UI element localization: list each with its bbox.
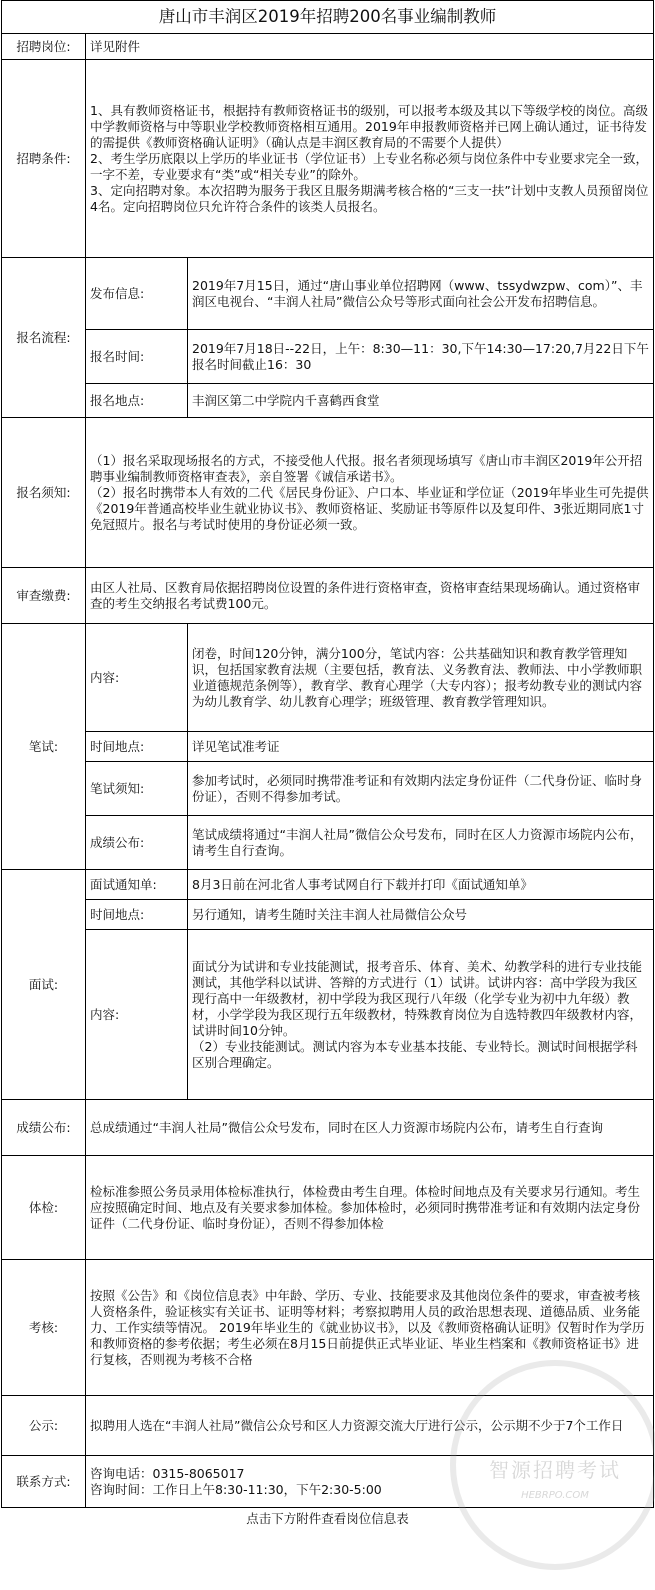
sub-text-shijian: 2019年7月18日--22日，上午：8:30—11：30,下午14:30—17:20,7月22日下午报名时间截止16：30 [188, 330, 654, 384]
sub-label-shijian: 报名时间: [86, 330, 188, 384]
sub-label-bishi-neirong: 内容: [86, 624, 188, 732]
sub-label-mianshi-neirong: 内容: [86, 930, 188, 1100]
row-text-kaohe: 按照《公告》和《岗位信息表》中年龄、学历、专业、技能要求及其他岗位条件的要求，审查被考核人资格条件，验证核实有关证书、证明等材料；考察拟聘用人员的政治思想表现、道德品质、业务能力、工作实绩等情况。 2019年毕业生的《就业协议书》，以及《教师资格确认证明》仅暂时作为学历和教师资格的参考依据；考生必须在8月15日前提供正式毕业证、毕业生档案和《教师资格证书》进行复核，否则视为考核不合格 [86, 1260, 654, 1396]
sub-label-didian: 报名地点: [86, 384, 188, 418]
row-text-shencha: 由区人社局、区教育局依据招聘岗位设置的条件进行资格审查，资格审查结果现场确认。通过资格审查的考生交纳报名考试费100元。 [86, 568, 654, 624]
row-label-tiaojian: 招聘条件: [2, 60, 86, 258]
sub-label-bishi-chengji: 成绩公布: [86, 816, 188, 870]
row-label-kaohe: 考核: [2, 1260, 86, 1396]
row-label-tijian: 体检: [2, 1156, 86, 1260]
sub-text-bishi-xuzhi: 参加考试时，必须同时携带准考证和有效期内法定身份证件（二代身份证、临时身份证），否则不得参加考试。 [188, 762, 654, 816]
sub-text-bishi-chengji: 笔试成绩将通过“丰润人社局”微信公众号发布，同时在区人力资源市场院内公布，请考生自行查询。 [188, 816, 654, 870]
row-label-bishi: 笔试: [2, 624, 86, 870]
sub-text-mianshi-tongzhi: 8月3日前在河北省人事考试网自行下载并打印《面试通知单》 [188, 870, 654, 900]
sub-label-bishi-shijian: 时间地点: [86, 732, 188, 762]
row-label-lianxi: 联系方式: [2, 1456, 86, 1508]
sub-text-bishi-shijian: 详见笔试准考证 [188, 732, 654, 762]
attachment-link[interactable]: 点击下方附件查看岗位信息表 [2, 1508, 654, 1531]
sub-label-mianshi-shijian: 时间地点: [86, 900, 188, 930]
contact-phone: 咨询电话：0315-8065017 [90, 1465, 245, 1481]
row-text-tiaojian: 1、具有教师资格证书，根据持有教师资格证书的级别，可以报考本级及其以下等级学校的岗位。高级中学教师资格与中等职业学校教师资格相互通用。2019年申报教师资格并已网上确认通过，证书待发的需提供《教师资格确认证明》（确认点是丰润区教育局的不需要个人提供） 2、考生学历底限以上学历的毕业证书（学位证书）上专业名称必须与岗位条件中专业要求完全一致，一字不差，专业要求有“类”或“相关专业”的除外。 3、定向招聘对象。本次招聘为服务于我区且服务期满考核合格的“三支一扶”计划中支教人员预留岗位4名。定向招聘岗位只允许符合条件的该类人员报名。 [86, 60, 654, 258]
row-label-liucheng: 报名流程: [2, 258, 86, 418]
page-title: 唐山市丰润区2019年招聘200名事业编制教师 [2, 1, 654, 34]
row-text-lianxi [86, 1456, 654, 1508]
sub-label-bishi-xuzhi: 笔试须知: [86, 762, 188, 816]
row-label-mianshi: 面试: [2, 870, 86, 1100]
row-text-chengjigongbu: 总成绩通过“丰润人社局”微信公众号发布，同时在区人力资源市场院内公布，请考生自行查询 [86, 1100, 654, 1156]
contact-hours: 咨询时间：工作日上午8:30-11:30，下午2:30-5:00 [90, 1481, 382, 1497]
sub-text-bishi-neirong: 闭卷，时间120分钟，满分100分，笔试内容：公共基础知识和教育教学管理知识，包括国家教育法规（主要包括，教育法、义务教育法、教师法、中小学教师职业道德规范条例等），教育学、教育心理学（大专内容）；报考幼教专业的测试内容为幼儿教育学、幼儿教育心理学；班级管理、教育教学管理知识。 [188, 624, 654, 732]
row-text-xuzhi: （1）报名采取现场报名的方式，不接受他人代报。报名者须现场填写《唐山市丰润区2019年公开招聘事业编制教师资格审查表》，亲自签署《诚信承诺书》。 （2）报名时携带本人有效的二代《居民身份证》、户口本、毕业证和学位证（2019年毕业生可先提供《2019年普通高校毕业生就业协议书》、教师资格证、奖励证书等原件以及复印件、3张近期同底1寸免冠照片。报名与考试时使用的身份证必须一致。 [86, 418, 654, 568]
row-text-gongshi: 拟聘用人选在“丰润人社局”微信公众号和区人力资源交流大厅进行公示，公示期不少于7个工作日 [86, 1396, 654, 1456]
sub-label-mianshi-tongzhi: 面试通知单: [86, 870, 188, 900]
row-label-xuzhi: 报名须知: [2, 418, 86, 568]
row-text-tijian: 检标准参照公务员录用体检标准执行，体检费由考生自理。体检时间地点及有关要求另行通知。考生应按照确定时间、地点及有关要求参加体检。参加体检时，必须同时携带准考证和有效期内法定身份证件（二代身份证、临时身份证），否则不得参加体检 [86, 1156, 654, 1260]
sub-text-fabu: 2019年7月15日，通过“唐山事业单位招聘网（www、tssydwzpw、com）”、丰润区电视台、“丰润人社局”微信公众号等形式面向社会公开发布招聘信息。 [188, 258, 654, 330]
row-label-chengjigongbu: 成绩公布: [2, 1100, 86, 1156]
row-label-shencha: 审查缴费: [2, 568, 86, 624]
sub-label-fabu: 发布信息: [86, 258, 188, 330]
watermark-text: 智源招聘考试 [489, 1458, 621, 1482]
recruitment-table [1, 0, 654, 1530]
row-label-gongshi: 公示: [2, 1396, 86, 1456]
row-text-gangwei: 详见附件 [86, 34, 654, 60]
watermark-url: HEBRPO.COM [521, 1490, 589, 1501]
sub-text-mianshi-neirong: 面试分为试讲和专业技能测试，报考音乐、体育、美术、幼教学科的进行专业技能测试，其他学科以试讲、答辩的方式进行（1）试讲。试讲内容：高中学段为我区现行高中一年级教材，初中学段为我区现行八年级（化学专业为初中九年级）教材，小学学段为我区现行五年级教材，特殊教育岗位为自选特教四年级教材内容，试讲时间10分钟。 （2）专业技能测试。测试内容为本专业基本技能、专业特长。测试时间根据学科区别合理确定。 [188, 930, 654, 1100]
row-label-gangwei: 招聘岗位: [2, 34, 86, 60]
sub-text-didian: 丰润区第二中学院内千喜鹤西食堂 [188, 384, 654, 418]
sub-text-mianshi-shijian: 另行通知，请考生随时关注丰润人社局微信公众号 [188, 900, 654, 930]
